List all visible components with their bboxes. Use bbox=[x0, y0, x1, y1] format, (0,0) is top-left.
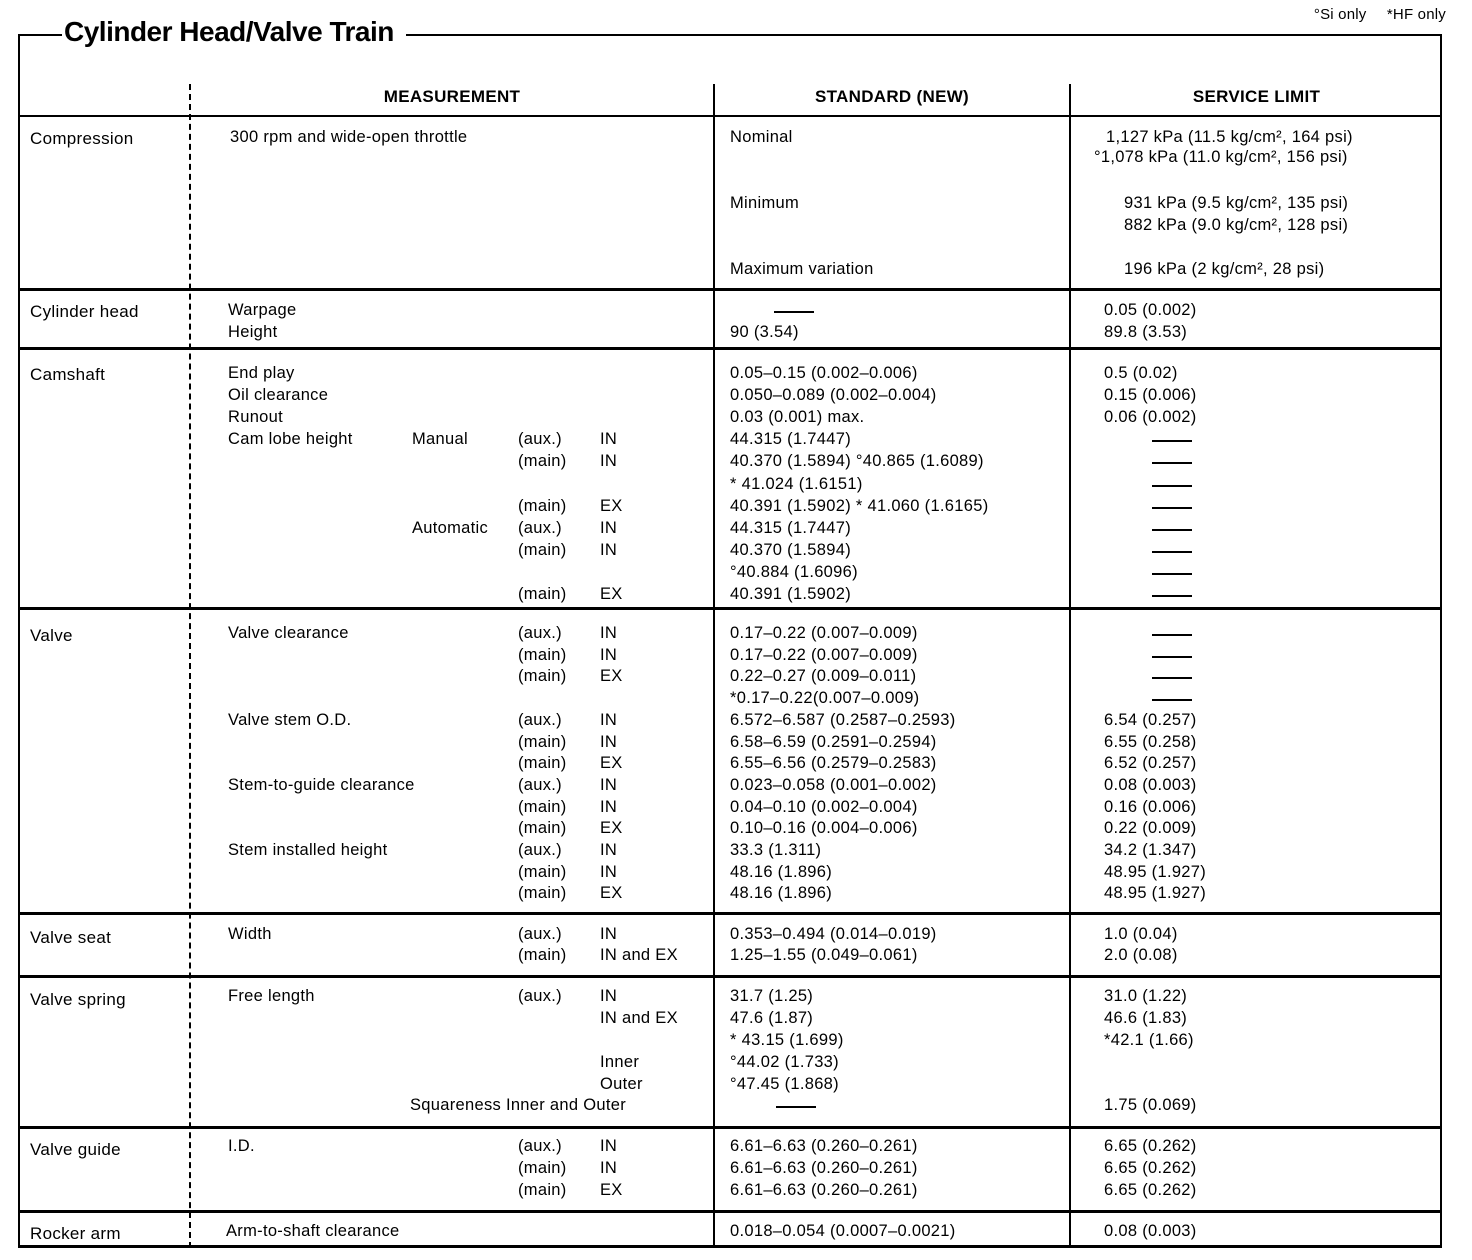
valve-side-cell: IN bbox=[600, 732, 618, 751]
table-row bbox=[0, 754, 1472, 776]
header-divider bbox=[18, 115, 1442, 117]
standard-cell: 0.018–0.054 (0.0007–0.0021) bbox=[730, 1222, 956, 1240]
hf-only-note: *HF only bbox=[1386, 6, 1446, 23]
valve-side-cell: EX bbox=[600, 1181, 623, 1199]
table-row bbox=[0, 733, 1472, 755]
table-row bbox=[0, 585, 1472, 607]
engine-type-cell: (main) bbox=[518, 645, 567, 664]
table-row bbox=[0, 260, 1472, 282]
measurement-cell: Valve stem O.D. bbox=[228, 710, 352, 729]
table-row bbox=[0, 863, 1472, 885]
table-row bbox=[0, 946, 1472, 968]
table-row bbox=[0, 408, 1472, 430]
table-row bbox=[0, 987, 1472, 1009]
standard-cell: °44.02 (1.733) bbox=[730, 1053, 839, 1071]
standard-cell: 0.04–0.10 (0.002–0.004) bbox=[730, 797, 918, 816]
table-row bbox=[0, 148, 1472, 170]
standard-cell: 6.58–6.59 (0.2591–0.2594) bbox=[730, 732, 937, 751]
table-row bbox=[0, 430, 1472, 452]
valve-side-cell: IN bbox=[600, 797, 618, 816]
engine-type-cell: (main) bbox=[518, 452, 567, 471]
measurement-cell: Stem-to-guide clearance bbox=[228, 775, 415, 794]
standard-cell: * 41.024 (1.6151) bbox=[730, 474, 863, 493]
engine-type-cell: (main) bbox=[518, 540, 567, 559]
standard-cell: 6.55–6.56 (0.2579–0.2583) bbox=[730, 754, 937, 773]
standard-cell: 0.10–0.16 (0.004–0.006) bbox=[730, 819, 918, 838]
limit-cell: 0.16 (0.006) bbox=[1104, 797, 1197, 816]
category-valve-spring: Valve spring bbox=[30, 990, 126, 1009]
table-row bbox=[0, 711, 1472, 733]
table-row bbox=[0, 667, 1472, 689]
limit-cell: 1.75 (0.069) bbox=[1104, 1096, 1197, 1114]
engine-type-cell: (main) bbox=[518, 1181, 567, 1199]
category-camshaft: Camshaft bbox=[30, 365, 106, 384]
engine-type-cell: (aux.) bbox=[518, 430, 562, 449]
table-row bbox=[0, 689, 1472, 711]
table-row bbox=[0, 301, 1472, 323]
limit-cell: 0.05 (0.002) bbox=[1104, 301, 1197, 319]
table-row bbox=[0, 323, 1472, 345]
standard-cell: 40.391 (1.5902) * 41.060 (1.6165) bbox=[730, 496, 989, 515]
table-row bbox=[0, 475, 1472, 497]
engine-type-cell: (aux.) bbox=[518, 775, 562, 794]
measurement-cell: Cam lobe height bbox=[228, 430, 353, 449]
header-measurement: MEASUREMENT bbox=[383, 87, 521, 106]
category-valve: Valve bbox=[30, 626, 73, 645]
table-row bbox=[0, 925, 1472, 947]
valve-side-cell: IN bbox=[600, 987, 618, 1005]
section-divider bbox=[18, 607, 1442, 610]
table-row bbox=[0, 563, 1472, 585]
measurement-cell: Oil clearance bbox=[228, 386, 329, 405]
table-row bbox=[0, 624, 1472, 646]
limit-cell: 0.08 (0.003) bbox=[1104, 1222, 1197, 1240]
measurement-cell: I.D. bbox=[228, 1137, 255, 1155]
engine-type-cell: (main) bbox=[518, 754, 567, 773]
header-standard: STANDARD (NEW) bbox=[814, 87, 970, 106]
category-rocker-arm: Rocker arm bbox=[30, 1224, 121, 1243]
table-row bbox=[0, 1009, 1472, 1031]
table-row bbox=[0, 128, 1472, 150]
section-divider bbox=[18, 912, 1442, 915]
standard-cell: 6.61–6.63 (0.260–0.261) bbox=[730, 1159, 918, 1177]
engine-type-cell: (aux.) bbox=[518, 624, 562, 642]
category-valve-guide: Valve guide bbox=[30, 1140, 121, 1159]
page-title: Cylinder Head/Valve Train bbox=[62, 16, 406, 48]
limit-cell: 34.2 (1.347) bbox=[1104, 841, 1197, 859]
table-row bbox=[0, 541, 1472, 563]
standard-cell: 48.16 (1.896) bbox=[730, 884, 833, 903]
limit-cell: 89.8 (3.53) bbox=[1104, 323, 1188, 341]
section-divider bbox=[18, 1210, 1442, 1213]
header-service-limit: SERVICE LIMIT bbox=[1192, 87, 1321, 106]
standard-cell: 0.03 (0.001) max. bbox=[730, 408, 865, 427]
standard-cell: 44.315 (1.7447) bbox=[730, 430, 852, 449]
valve-side-cell: EX bbox=[600, 884, 623, 903]
standard-cell: 1.25–1.55 (0.049–0.061) bbox=[730, 946, 918, 964]
valve-side-cell: Outer bbox=[600, 1075, 643, 1093]
section-divider bbox=[18, 975, 1442, 978]
valve-side-cell: IN bbox=[600, 1137, 618, 1155]
valve-side-cell: EX bbox=[600, 667, 623, 686]
standard-cell: 48.16 (1.896) bbox=[730, 862, 833, 881]
engine-type-cell: (aux.) bbox=[518, 710, 562, 729]
limit-cell: 882 kPa (9.0 kg/cm², 128 psi) bbox=[1124, 216, 1349, 234]
standard-cell: 0.17–0.22 (0.007–0.009) bbox=[730, 645, 918, 664]
standard-cell: *0.17–0.22(0.007–0.009) bbox=[730, 689, 920, 708]
limit-cell: °1,078 kPa (11.0 kg/cm², 156 psi) bbox=[1094, 148, 1348, 166]
standard-cell: 0.050–0.089 (0.002–0.004) bbox=[730, 386, 937, 405]
valve-side-cell: IN bbox=[600, 775, 618, 794]
section-divider bbox=[18, 288, 1442, 291]
standard-cell: °47.45 (1.868) bbox=[730, 1075, 839, 1093]
limit-cell: 6.54 (0.257) bbox=[1104, 710, 1197, 729]
table-row bbox=[0, 646, 1472, 668]
engine-type-cell: (main) bbox=[518, 1159, 567, 1177]
table-row bbox=[0, 1096, 1472, 1118]
engine-type-cell: (main) bbox=[518, 797, 567, 816]
limit-cell: 1,127 kPa (11.5 kg/cm², 164 psi) bbox=[1106, 128, 1353, 146]
si-only-note: °Si only bbox=[1313, 6, 1367, 23]
table-row bbox=[0, 1159, 1472, 1181]
limit-cell: 931 kPa (9.5 kg/cm², 135 psi) bbox=[1124, 194, 1349, 212]
table-row bbox=[0, 1075, 1472, 1097]
limit-cell: 6.65 (0.262) bbox=[1104, 1159, 1197, 1177]
measurement-cell: Squareness Inner and Outer bbox=[410, 1096, 627, 1114]
valve-side-cell: IN and EX bbox=[600, 946, 678, 964]
table-row bbox=[0, 819, 1472, 841]
limit-cell: 0.22 (0.009) bbox=[1104, 819, 1197, 838]
standard-cell: °40.884 (1.6096) bbox=[730, 562, 858, 581]
standard-cell: 90 (3.54) bbox=[730, 323, 799, 341]
measurement-cell: Valve clearance bbox=[228, 624, 349, 642]
category-compression: Compression bbox=[30, 129, 134, 148]
limit-cell: 0.5 (0.02) bbox=[1104, 364, 1178, 382]
valve-side-cell: IN bbox=[600, 430, 618, 449]
table-row bbox=[0, 216, 1472, 238]
limit-cell: 196 kPa (2 kg/cm², 28 psi) bbox=[1124, 260, 1325, 278]
section-divider bbox=[18, 347, 1442, 350]
measurement-cell: Warpage bbox=[228, 301, 297, 319]
standard-cell: 47.6 (1.87) bbox=[730, 1009, 814, 1027]
standard-cell: 0.023–0.058 (0.001–0.002) bbox=[730, 775, 937, 794]
valve-side-cell: IN bbox=[600, 925, 618, 943]
measurement-cell: Runout bbox=[228, 408, 284, 427]
measurement-cell: Width bbox=[228, 925, 272, 943]
engine-type-cell: (main) bbox=[518, 862, 567, 881]
standard-cell: 44.315 (1.7447) bbox=[730, 518, 852, 537]
table-row bbox=[0, 841, 1472, 863]
table-row bbox=[0, 519, 1472, 541]
standard-cell: 31.7 (1.25) bbox=[730, 987, 814, 1005]
table-row bbox=[0, 798, 1472, 820]
table-row bbox=[0, 194, 1472, 216]
table-row bbox=[0, 364, 1472, 386]
standard-cell: 6.572–6.587 (0.2587–0.2593) bbox=[730, 710, 956, 729]
engine-type-cell: (main) bbox=[518, 667, 567, 686]
standard-cell: Nominal bbox=[730, 128, 793, 146]
standard-cell: 0.353–0.494 (0.014–0.019) bbox=[730, 925, 937, 943]
table-row bbox=[0, 452, 1472, 474]
table-row bbox=[0, 386, 1472, 408]
measurement-cell: 300 rpm and wide-open throttle bbox=[230, 128, 468, 146]
standard-cell: 40.370 (1.5894) bbox=[730, 540, 852, 559]
valve-side-cell: EX bbox=[600, 754, 623, 773]
standard-cell: 6.61–6.63 (0.260–0.261) bbox=[730, 1137, 918, 1155]
limit-cell: 46.6 (1.83) bbox=[1104, 1009, 1188, 1027]
table-row bbox=[0, 1222, 1472, 1244]
engine-type-cell: (main) bbox=[518, 585, 567, 603]
valve-side-cell: IN bbox=[600, 1159, 618, 1177]
valve-side-cell: IN bbox=[600, 624, 618, 642]
valve-side-cell: IN bbox=[600, 841, 618, 859]
limit-cell: 0.15 (0.006) bbox=[1104, 386, 1197, 405]
limit-cell: 1.0 (0.04) bbox=[1104, 925, 1178, 943]
valve-side-cell: IN bbox=[600, 518, 618, 537]
valve-side-cell: IN bbox=[600, 540, 618, 559]
engine-type-cell: (main) bbox=[518, 496, 567, 515]
measurement-cell: Arm-to-shaft clearance bbox=[226, 1222, 400, 1240]
standard-cell: 0.05–0.15 (0.002–0.006) bbox=[730, 364, 918, 382]
valve-side-cell: IN and EX bbox=[600, 1009, 678, 1027]
engine-type-cell: (main) bbox=[518, 946, 567, 964]
category-valve-seat: Valve seat bbox=[30, 928, 112, 947]
engine-type-cell: (aux.) bbox=[518, 1137, 562, 1155]
valve-side-cell: IN bbox=[600, 710, 618, 729]
engine-type-cell: (main) bbox=[518, 884, 567, 903]
standard-cell: 0.17–0.22 (0.007–0.009) bbox=[730, 624, 918, 642]
valve-side-cell: IN bbox=[600, 862, 618, 881]
measurement-cell: Stem installed height bbox=[228, 841, 388, 859]
engine-type-cell: (aux.) bbox=[518, 518, 562, 537]
measurement-cell: Free length bbox=[228, 987, 315, 1005]
standard-cell: 40.391 (1.5902) bbox=[730, 585, 852, 603]
table-row bbox=[0, 1181, 1472, 1203]
standard-cell: 40.370 (1.5894) °40.865 (1.6089) bbox=[730, 452, 984, 471]
limit-cell: 0.08 (0.003) bbox=[1104, 775, 1197, 794]
footnote-legend bbox=[1298, 6, 1446, 23]
valve-side-cell: Inner bbox=[600, 1053, 640, 1071]
sub-measurement-cell: Manual bbox=[412, 430, 468, 449]
standard-cell: Maximum variation bbox=[730, 260, 874, 278]
table-row bbox=[0, 884, 1472, 906]
standard-cell: 0.22–0.27 (0.009–0.011) bbox=[730, 667, 917, 686]
measurement-cell: Height bbox=[228, 323, 278, 341]
engine-type-cell: (main) bbox=[518, 819, 567, 838]
standard-cell: 6.61–6.63 (0.260–0.261) bbox=[730, 1181, 918, 1199]
limit-cell: 2.0 (0.08) bbox=[1104, 946, 1178, 964]
table-row bbox=[0, 1031, 1472, 1053]
limit-cell: 0.06 (0.002) bbox=[1104, 408, 1197, 427]
table-row bbox=[0, 1053, 1472, 1075]
limit-cell: *42.1 (1.66) bbox=[1104, 1031, 1194, 1049]
valve-side-cell: IN bbox=[600, 645, 618, 664]
section-divider bbox=[18, 1126, 1442, 1129]
limit-cell: 6.65 (0.262) bbox=[1104, 1181, 1197, 1199]
category-cylinder-head: Cylinder head bbox=[30, 302, 139, 321]
limit-cell: 6.52 (0.257) bbox=[1104, 754, 1197, 773]
table-row bbox=[0, 776, 1472, 798]
valve-side-cell: EX bbox=[600, 496, 623, 515]
limit-cell: 6.55 (0.258) bbox=[1104, 732, 1197, 751]
limit-cell: 6.65 (0.262) bbox=[1104, 1137, 1197, 1155]
measurement-cell: End play bbox=[228, 364, 295, 382]
limit-cell: 48.95 (1.927) bbox=[1104, 862, 1207, 881]
valve-side-cell: EX bbox=[600, 819, 623, 838]
sub-measurement-cell: Automatic bbox=[412, 518, 489, 537]
standard-cell: * 43.15 (1.699) bbox=[730, 1031, 844, 1049]
engine-type-cell: (aux.) bbox=[518, 841, 562, 859]
limit-cell: 48.95 (1.927) bbox=[1104, 884, 1207, 903]
valve-side-cell: IN bbox=[600, 452, 618, 471]
limit-cell: 31.0 (1.22) bbox=[1104, 987, 1188, 1005]
engine-type-cell: (main) bbox=[518, 732, 567, 751]
standard-cell: Minimum bbox=[730, 194, 800, 212]
engine-type-cell: (aux.) bbox=[518, 925, 562, 943]
standard-cell: 33.3 (1.311) bbox=[730, 841, 822, 859]
engine-type-cell: (aux.) bbox=[518, 987, 562, 1005]
table-row bbox=[0, 1137, 1472, 1159]
table-row bbox=[0, 497, 1472, 519]
valve-side-cell: EX bbox=[600, 585, 623, 603]
